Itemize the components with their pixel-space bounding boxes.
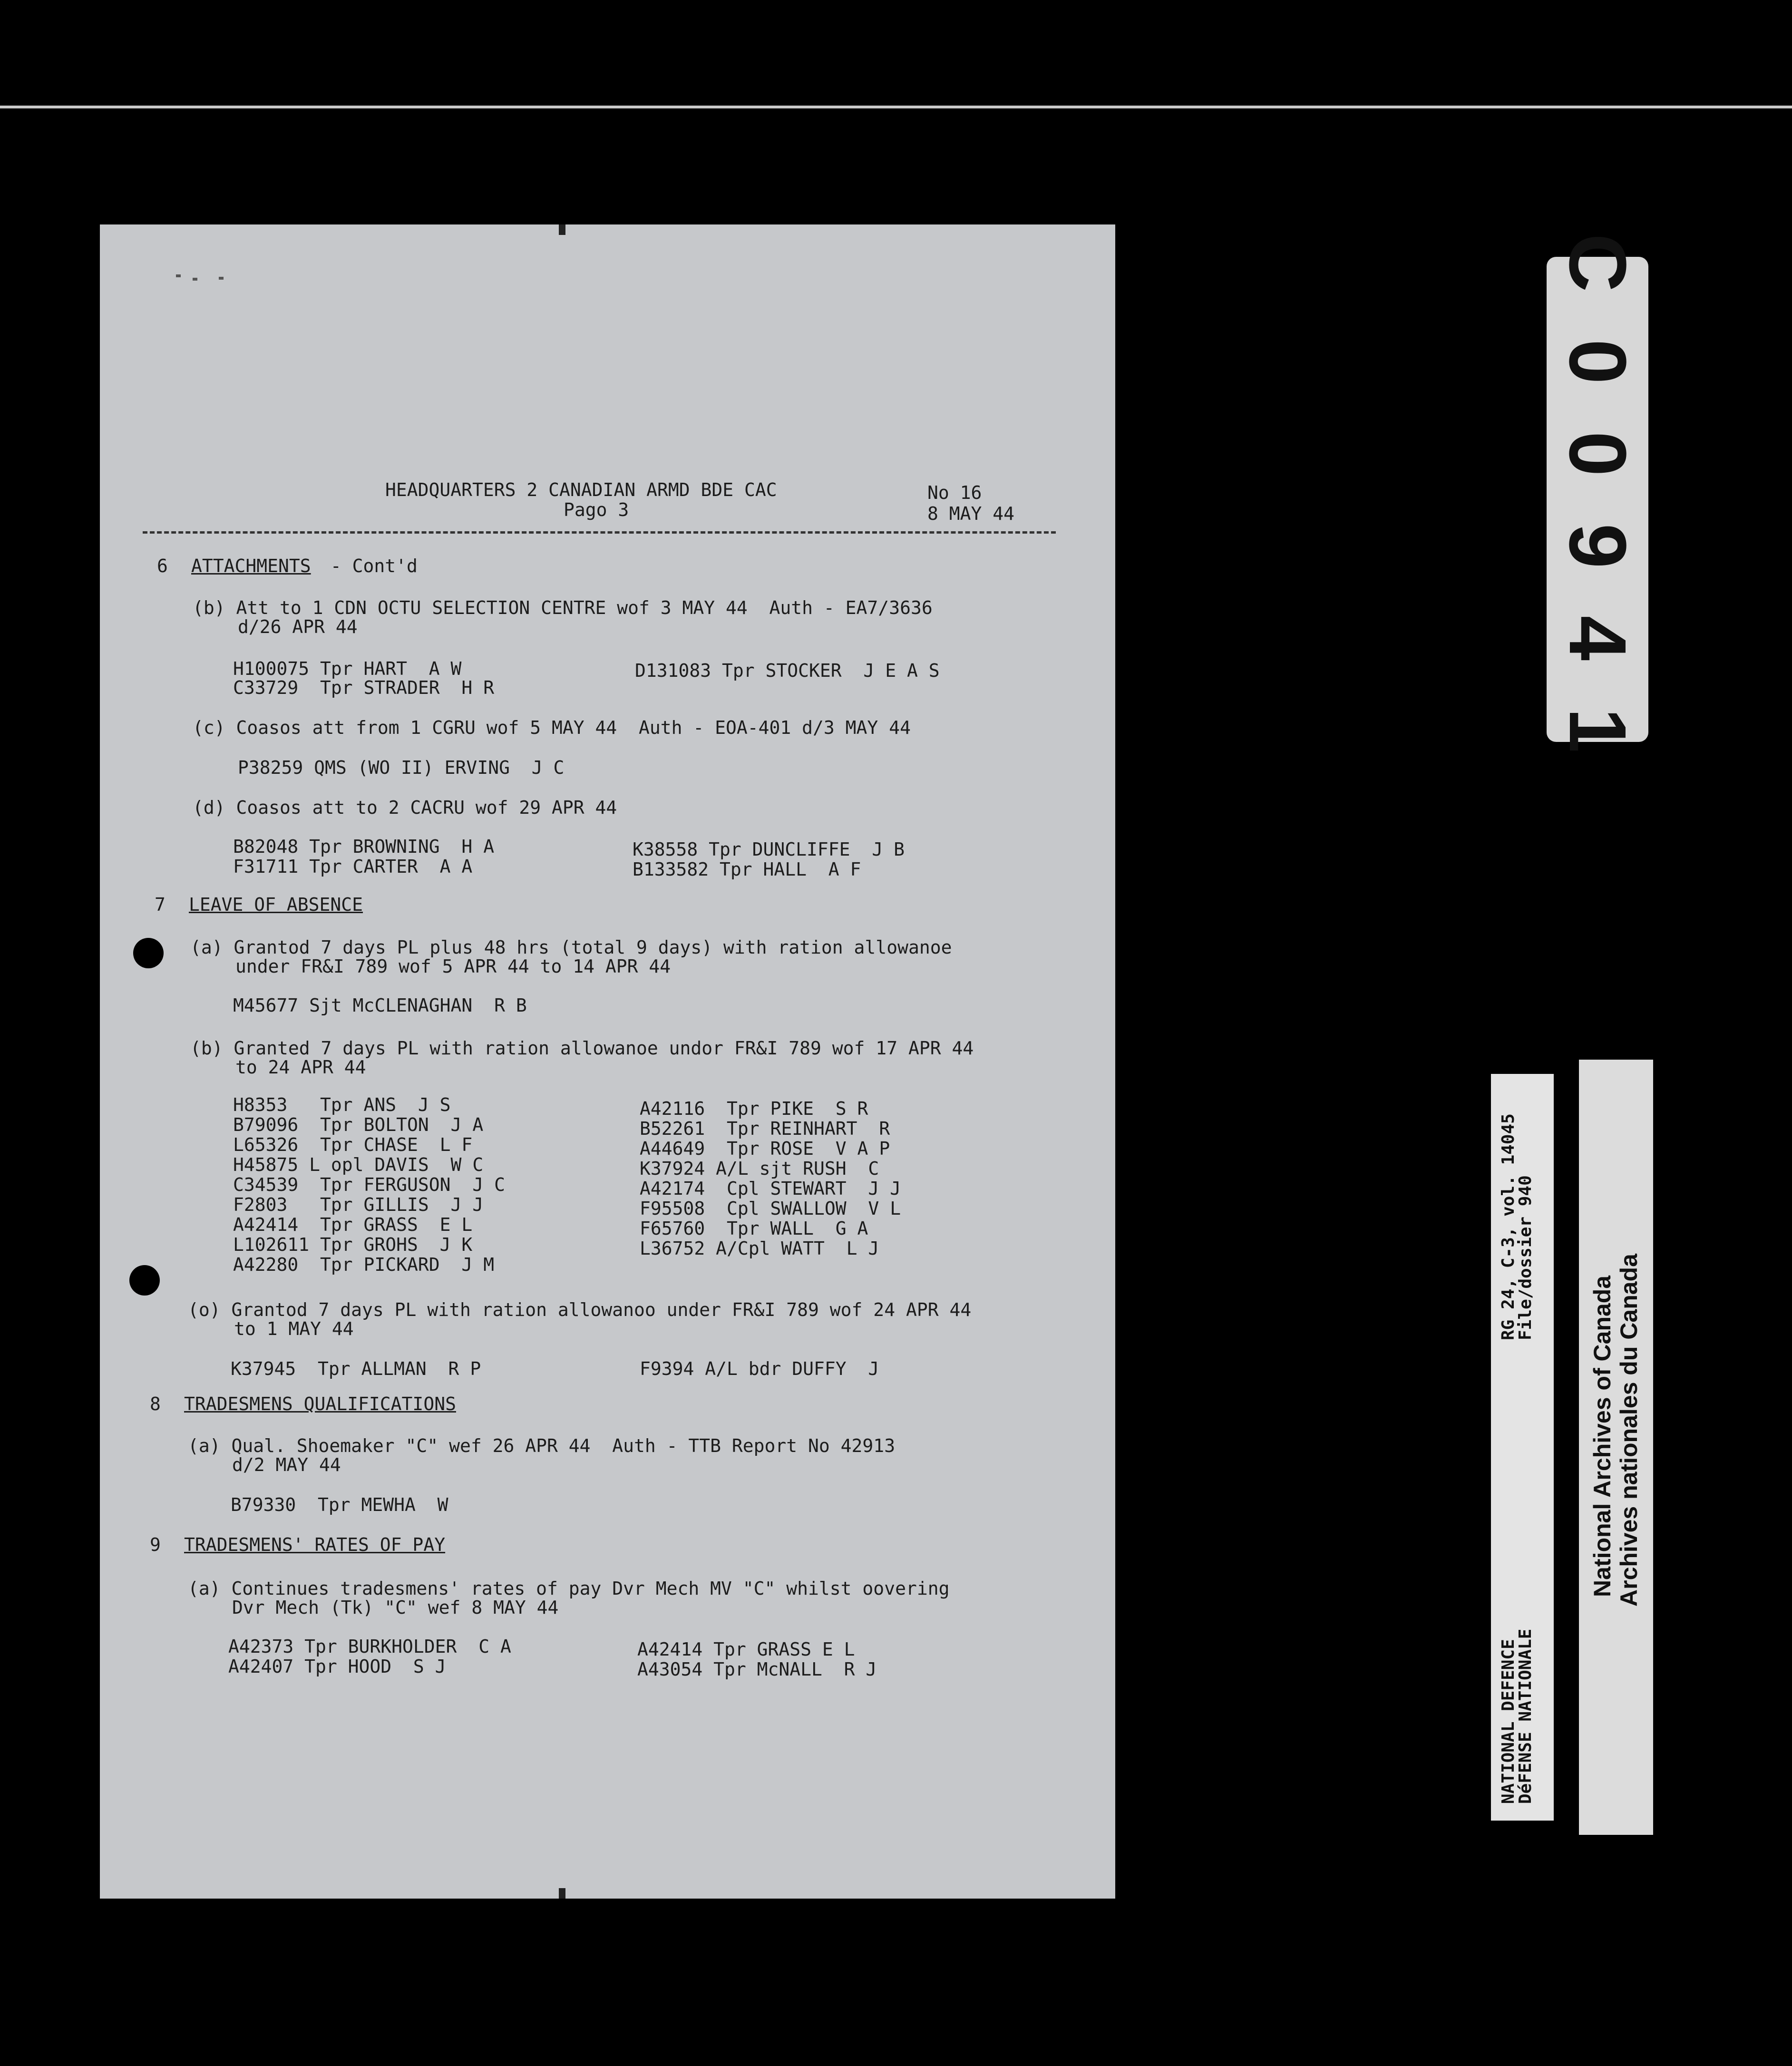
s6-d-left-2: F31711 Tpr CARTER A A [233,856,473,877]
s8-a-person: B79330 Tpr MEWHA W [231,1494,448,1515]
list-item: F2803 Tpr GILLIS J J [233,1194,484,1215]
bottom-notch [559,1888,565,1899]
unit-heading: HEADQUARTERS 2 CANADIAN ARMD BDE CAC [385,479,777,500]
s7-b-right-list [640,1099,1020,1260]
s8-a-line2: d/2 MAY 44 [232,1454,341,1475]
archive-reference-label [1491,1074,1554,1821]
list-item: A42414 Tpr GRASS E L [233,1214,473,1235]
list-item: B79096 Tpr BOLTON J A [233,1114,484,1135]
section-7-number: 7 [155,894,166,915]
list-item: A44649 Tpr ROSE V A P [640,1138,890,1159]
list-item: C34539 Tpr FERGUSON J C [233,1174,505,1195]
list-item: A42174 Cpl STEWART J J [640,1178,901,1199]
s6-d-right-1: K38558 Tpr DUNCLIFFE J B [633,839,905,860]
dept-line-1: NATIONAL DEFENCE [1499,1639,1518,1804]
s7-a-person: M45677 Sjt McCLENAGHAN R B [233,995,527,1016]
order-number: No 16 [927,482,982,503]
s6-b-left-1: H100075 Tpr HART A W [233,658,462,679]
archives-name-fr: Archives nationales du Canada [1616,1254,1642,1607]
s6-d-right-2: B133582 Tpr HALL A F [633,859,861,880]
list-item: F65760 Tpr WALL G A [640,1218,868,1239]
section-8-title: TRADESMENS QUALIFICATIONS [184,1394,456,1414]
s9-a-right-2: A43054 Tpr McNALL R J [637,1659,877,1680]
s7-a-line1: (a) Grantod 7 days PL plus 48 hrs (total 9 days) with ration allowanoe [190,937,952,958]
s7-b-line1: (b) Granted 7 days PL with ration allowanoe undor FR&I 789 wof 17 APR 44 [190,1038,974,1059]
ref-line-2: File/dossier 940 [1516,1175,1535,1340]
list-item: A42280 Tpr PICKARD J M [233,1254,495,1275]
section-7-title: LEAVE OF ABSENCE [189,894,363,915]
smudge-mark [193,278,197,281]
dept-line-2: DéFENSE NATIONALE [1516,1628,1535,1804]
list-item: K37924 A/L sjt RUSH C [640,1158,879,1179]
s9-a-left-2: A42407 Tpr HOOD S J [228,1656,446,1677]
s9-a-right-1: A42414 Tpr GRASS E L [637,1639,855,1660]
smudge-mark [219,277,224,280]
section-6-title: ATTACHMENTS [191,555,311,576]
header-divider [143,531,1056,534]
list-item: F95508 Cpl SWALLOW V L [640,1198,901,1219]
s7-b-line2: to 24 APR 44 [235,1057,366,1078]
smudge-mark [176,274,181,277]
section-6-suffix: - Cont'd [320,555,418,576]
order-date: 8 MAY 44 [927,503,1015,524]
s9-a-line1: (a) Continues tradesmens' rates of pay Dvr Mech MV "C" whilst oovering [188,1578,950,1599]
section-8-number: 8 [150,1394,161,1414]
section-9-title: TRADESMENS' RATES OF PAY [184,1534,446,1555]
s6-c-line: (c) Coasos att from 1 CGRU wof 5 MAY 44 Auth - EOA-401 d/3 MAY 44 [193,717,911,738]
list-item: B52261 Tpr REINHART R [640,1118,890,1139]
s6-b-left-2: C33729 Tpr STRADER H R [233,677,495,698]
punch-hole [129,1265,160,1296]
s6-d-left-1: B82048 Tpr BROWNING H A [233,836,495,857]
page-number: Pago 3 [564,499,629,520]
s7-b-left-list [233,1095,614,1276]
section-9-number: 9 [150,1534,161,1555]
list-item: A42116 Tpr PIKE S R [640,1098,868,1119]
s7-a-line2: under FR&I 789 wof 5 APR 44 to 14 APR 44 [235,956,671,977]
punch-hole [133,938,164,968]
section-6-number: 6 [157,555,168,576]
archives-name-en: National Archives of Canada [1589,1275,1616,1597]
ref-line-1: RG 24, C-3, vol. 14045 [1499,1113,1518,1340]
s9-a-line2: Dvr Mech (Tk) "C" wef 8 MAY 44 [232,1597,559,1618]
s7-c-line2: to 1 MAY 44 [234,1318,354,1339]
s9-a-left-1: A42373 Tpr BURKHOLDER C A [228,1636,511,1657]
s6-c-person: P38259 QMS (WO II) ERVING J C [238,757,565,778]
s7-c-line1: (o) Grantod 7 days PL with ration allowanoo under FR&I 789 wof 24 APR 44 [188,1299,972,1320]
s6-b-line1: (b) Att to 1 CDN OCTU SELECTION CENTRE wof 3 MAY 44 Auth - EA7/3636 [193,597,933,618]
s6-d-line: (d) Coasos att to 2 CACRU wof 29 APR 44 [193,797,617,818]
s7-c-right: F9394 A/L bdr DUFFY J [640,1358,879,1379]
top-scan-line [0,106,1792,108]
list-item: L65326 Tpr CHASE L F [233,1134,473,1155]
list-item: L102611 Tpr GROHS J K [233,1234,473,1255]
s8-a-line1: (a) Qual. Shoemaker "C" wef 26 APR 44 Auth - TTB Report No 42913 [188,1435,896,1456]
s6-b-right-1: D131083 Tpr STOCKER J E A S [635,660,940,681]
reel-number-strip [1547,234,1648,765]
national-archives-label [1579,1060,1653,1835]
top-notch [559,224,565,235]
list-item: H45875 L opl DAVIS W C [233,1154,484,1175]
s6-b-line2: d/26 APR 44 [238,616,358,637]
list-item: L36752 A/Cpl WATT L J [640,1238,879,1259]
reel-number: C 0 0 9 4 1 [1552,234,1643,765]
s7-c-left: K37945 Tpr ALLMAN R P [231,1358,481,1379]
list-item: H8353 Tpr ANS J S [233,1094,451,1115]
